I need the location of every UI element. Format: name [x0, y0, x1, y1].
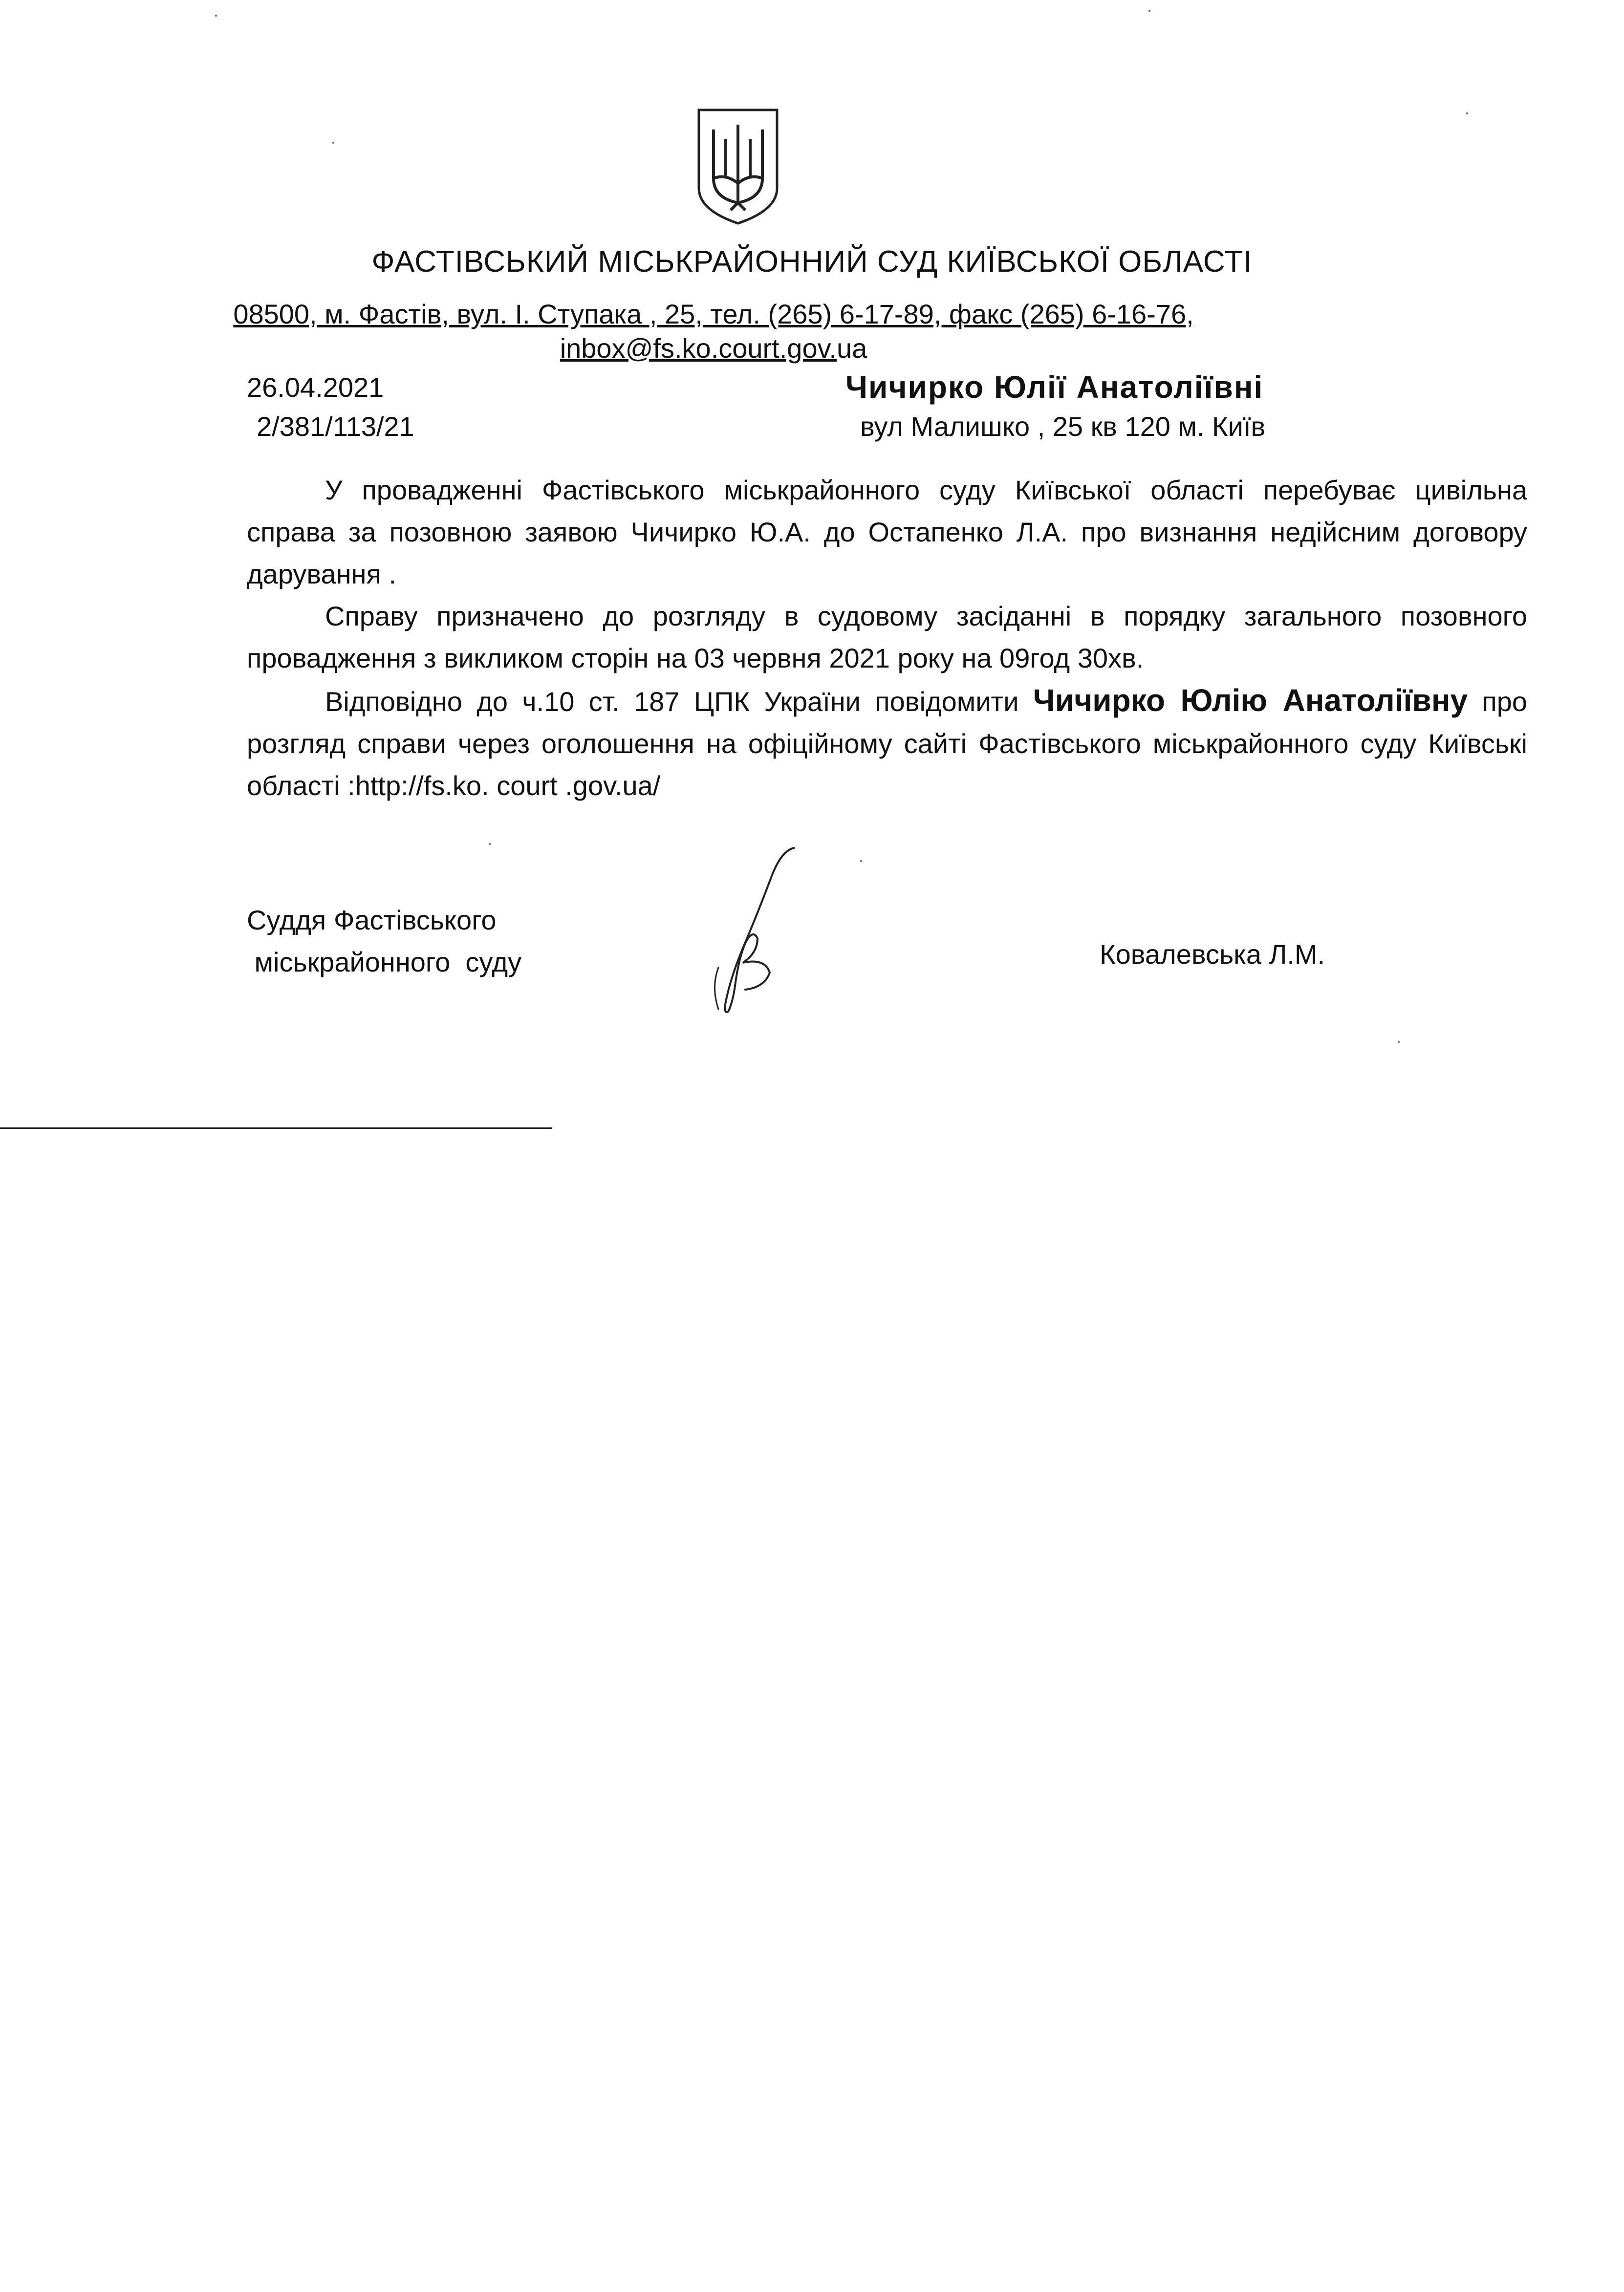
notified-person-name: Чичирко Юлію Анатоліївну	[1033, 683, 1468, 718]
judge-name: Ковалевська Л.М.	[1100, 939, 1325, 970]
paragraph-notification	[247, 679, 1527, 807]
scan-speck	[1466, 112, 1468, 114]
court-address: 08500, м. Фастів, вул. І. Ступака , 25, тел. (265) 6-17-89, факс (265) 6-16-76,	[233, 299, 1194, 329]
scan-speck	[1398, 1041, 1400, 1043]
court-email-line	[0, 332, 1427, 364]
document-date: 26.04.2021	[247, 372, 384, 403]
recipient-name: Чичирко Юлії Анатоліївні	[845, 369, 1264, 405]
court-name: ФАСТІВСЬКИЙ МІСЬКРАЙОННИЙ СУД КИЇВСЬКОЇ ОБЛАСТІ	[371, 245, 1253, 279]
judge-title-line-1: Суддя Фастівського	[247, 905, 497, 935]
notification-text-start: Відповідно до ч.10 ст. 187 ЦПК України повідомити	[325, 686, 1033, 717]
paragraph-proceedings: У провадженні Фастівського міськрайонного суду Київської області перебуває цивільна справа за позовною заявою Чичирко Ю.А. до Остапенко Л.А. про визнання недійсним договору дарування .	[247, 475, 1527, 589]
notification-text-end: про розгляд справи через оголошення на офіційному сайті Фастівського міськрайонного суду Київські області :http://fs.ko. court .gov.ua/	[247, 686, 1528, 801]
judge-title-line-2: міськрайонного суду	[247, 947, 522, 977]
scan-speck	[215, 15, 217, 17]
handwritten-signature	[684, 841, 811, 1026]
notice-body	[247, 469, 1527, 807]
court-email: inbox@fs.ko.court.gov.	[560, 333, 837, 364]
trident-icon	[694, 105, 782, 227]
scan-speck	[860, 860, 862, 862]
judge-title	[247, 899, 521, 983]
scan-speck	[332, 142, 334, 144]
case-number: 2/381/113/21	[257, 411, 414, 442]
recipient-address: вул Малишко , 25 кв 120 м. Київ	[860, 411, 1266, 442]
scan-speck	[1148, 10, 1150, 12]
signature-icon	[684, 841, 811, 1026]
footer-divider	[0, 1127, 552, 1129]
scan-speck	[489, 843, 491, 845]
paragraph-hearing: Справу призначено до розгляду в судовому засіданні в порядку загального позовного провадження з викликом сторін на 03 червня 2021 року на 09год 30хв.	[247, 601, 1527, 673]
coat-of-arms-emblem	[694, 105, 782, 227]
court-email-suffix: ua	[837, 333, 867, 364]
